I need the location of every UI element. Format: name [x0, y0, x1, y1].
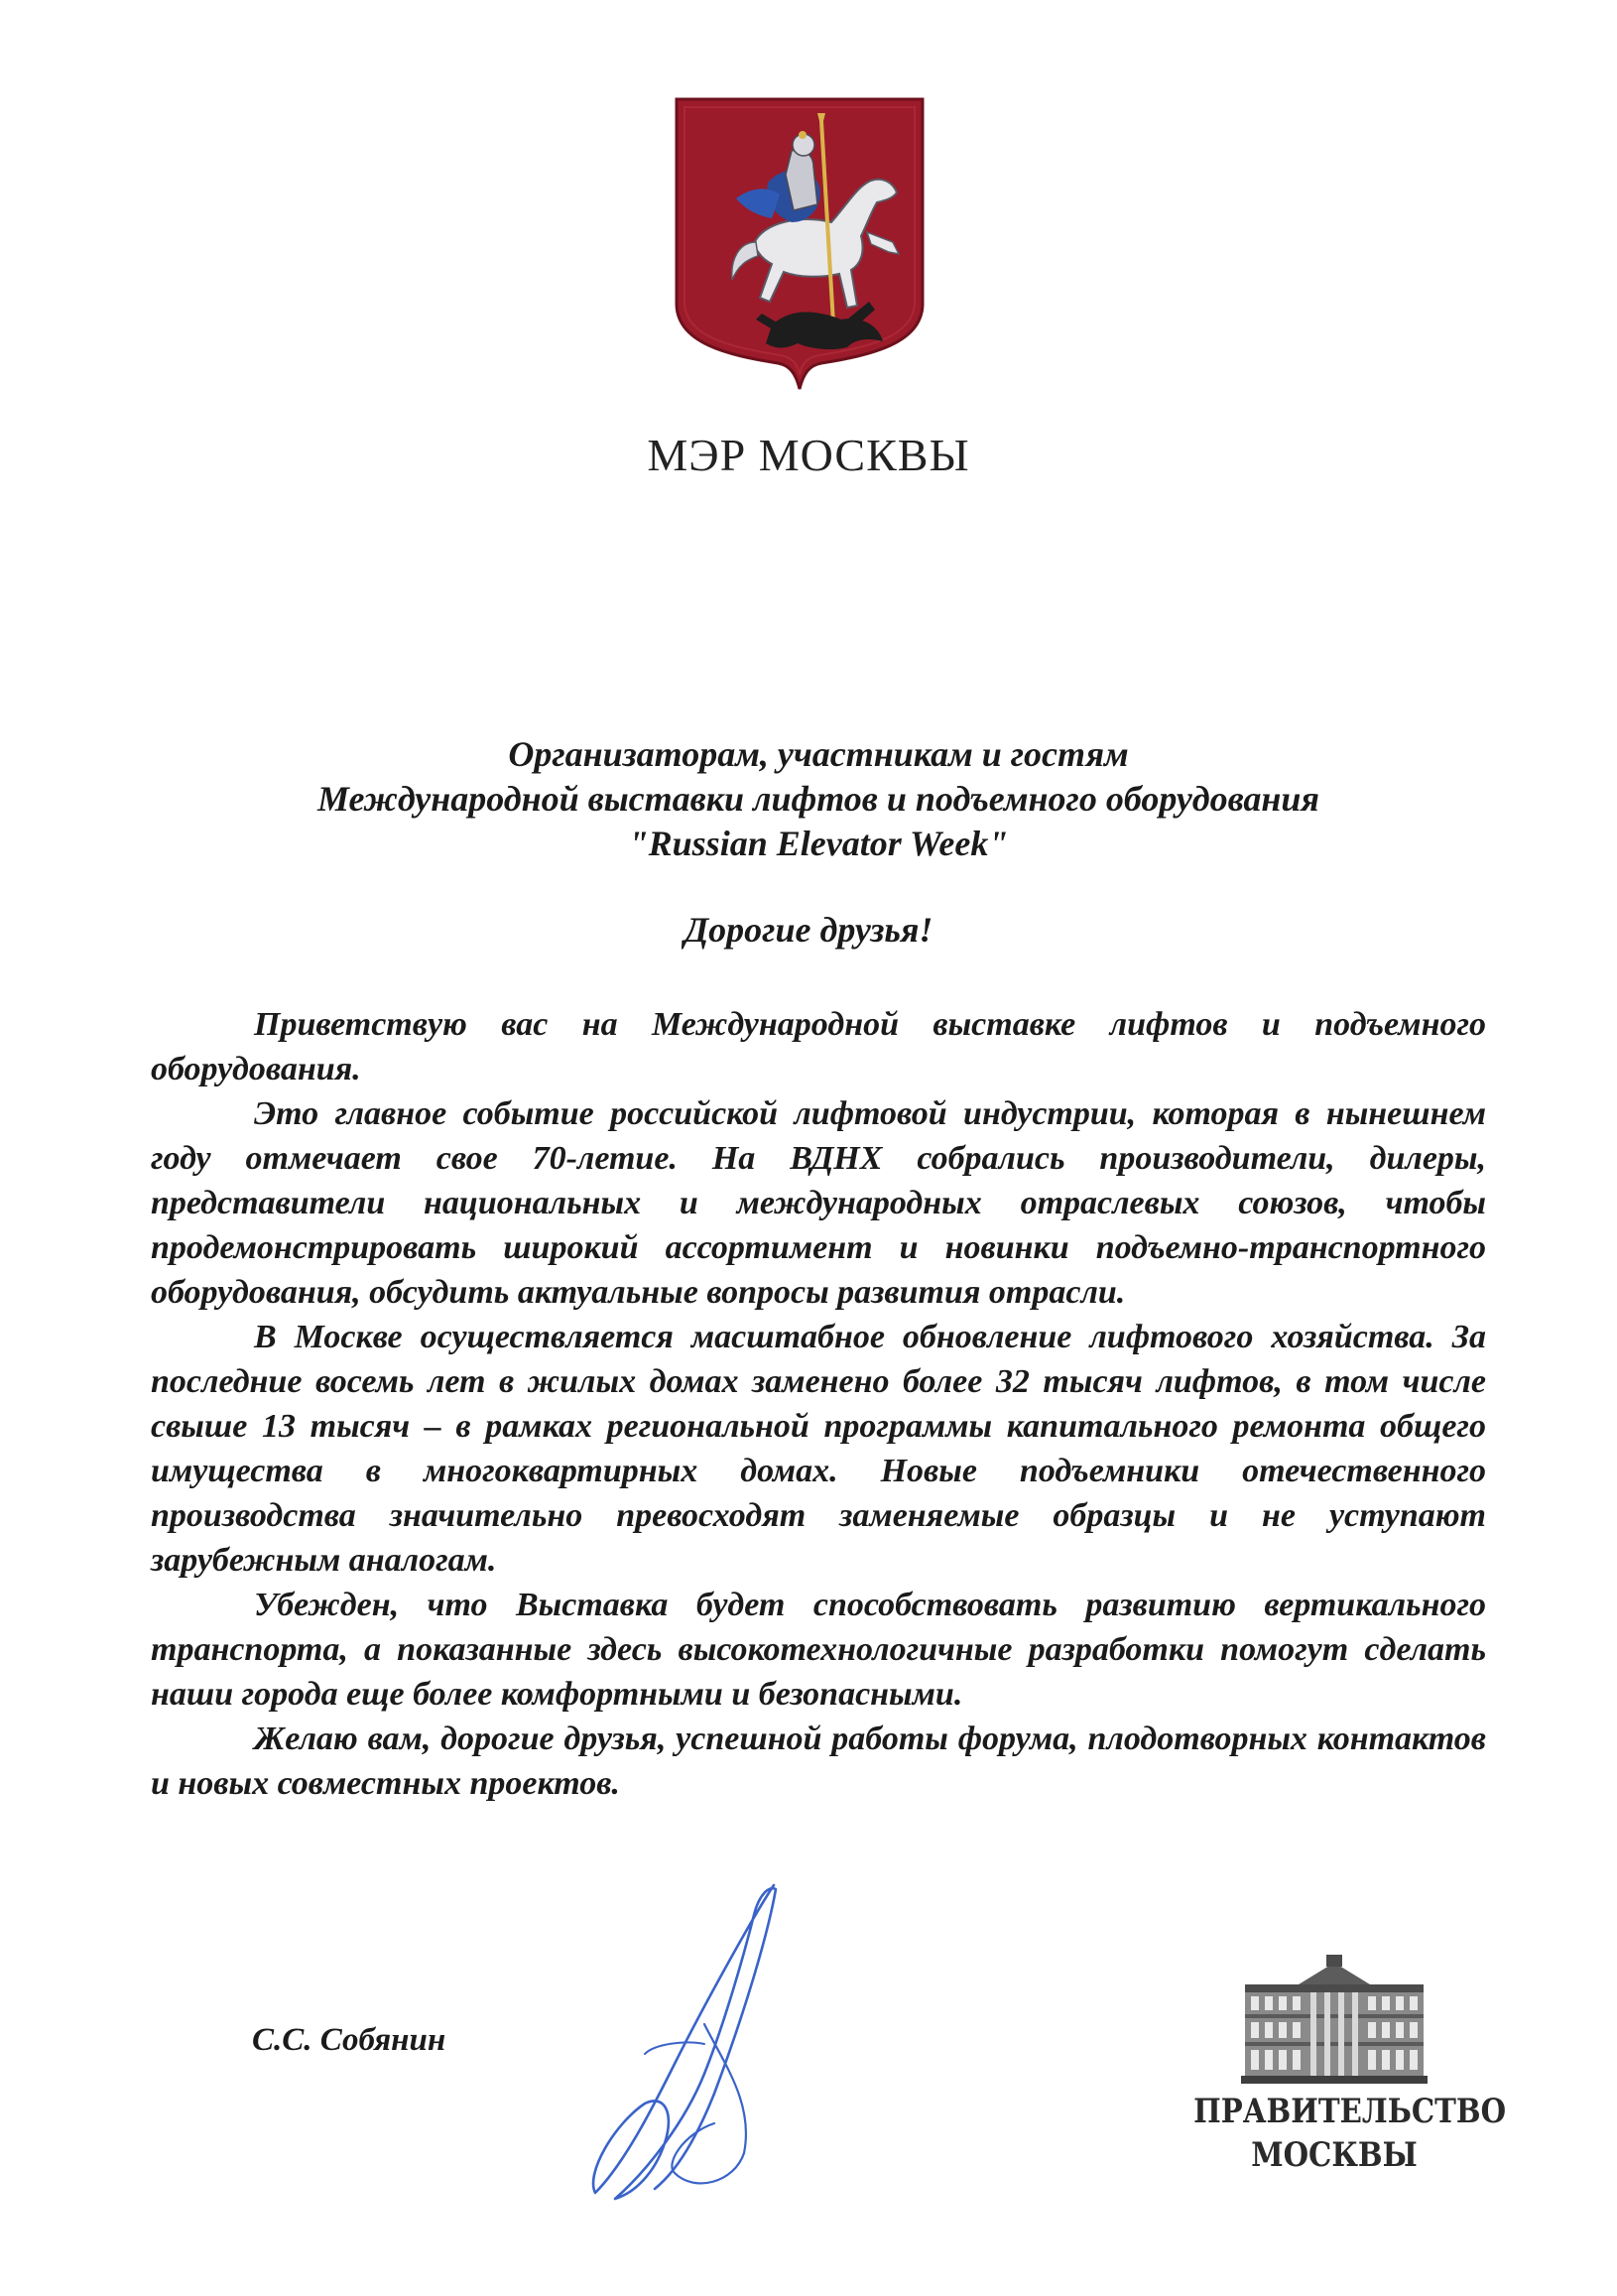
government-name-line: ПРАВИТЕЛЬСТВО	[1193, 2092, 1507, 2131]
body-paragraph: Это главное событие российской лифтовой индустрии, которая в нынешнем году отмечает свое 70-летие. На ВДНХ собрались производители, дилеры, представители национальных и международных отраслевых союзов, чтобы продемонстрировать широкий ассортимент и новинки подъемно-транспортного оборудования, обсудить актуальные вопросы развития отрасли.	[151, 1095, 1486, 1311]
government-name	[1193, 2090, 1507, 2177]
letter-body	[151, 1002, 1486, 1806]
letterhead-title: МЭР МОСКВЫ	[647, 430, 970, 480]
address-line: Организаторам, участникам и гостям	[508, 734, 1129, 774]
body-paragraph: Приветствую вас на Международной выставке лифтов и подъемного оборудования.	[151, 1006, 1486, 1087]
body-paragraph: Желаю вам, дорогие друзья, успешной работы форума, плодотворных контактов и новых совместных проектов.	[151, 1721, 1486, 1802]
handwritten-signature	[556, 1875, 804, 2213]
address-line: Международной выставки лифтов и подъемного оборудования	[317, 779, 1319, 819]
salutation: Дорогие друзья!	[684, 910, 933, 950]
government-building-icon	[1241, 1955, 1428, 2084]
address-line: "Russian Elevator Week"	[628, 824, 1009, 863]
government-name-line: МОСКВЫ	[1251, 2135, 1418, 2175]
signer-name: С.С. Собянин	[252, 2022, 446, 2058]
government-logo	[1171, 1955, 1507, 2193]
body-paragraph: Убежден, что Выставка будет способствовать развитию вертикального транспорта, а показанные здесь высокотехнологичные разработки помогут сделать наши города еще более комфортными и безопасными.	[151, 1587, 1486, 1713]
body-paragraph: В Москве осуществляется масштабное обновление лифтового хозяйства. За последние восемь лет в жилых домах заменено более 32 тысяч лифтов, в том числе свыше 13 тысяч – в рамках региональной программы капитального ремонта общего имущества в многоквартирных домах. Новые подъемники отечественного производства значительно превосходят заменяемые образцы и не уступают зарубежным аналогам.	[151, 1319, 1486, 1579]
moscow-coat-of-arms-icon	[673, 95, 927, 393]
address-block	[149, 732, 1488, 866]
